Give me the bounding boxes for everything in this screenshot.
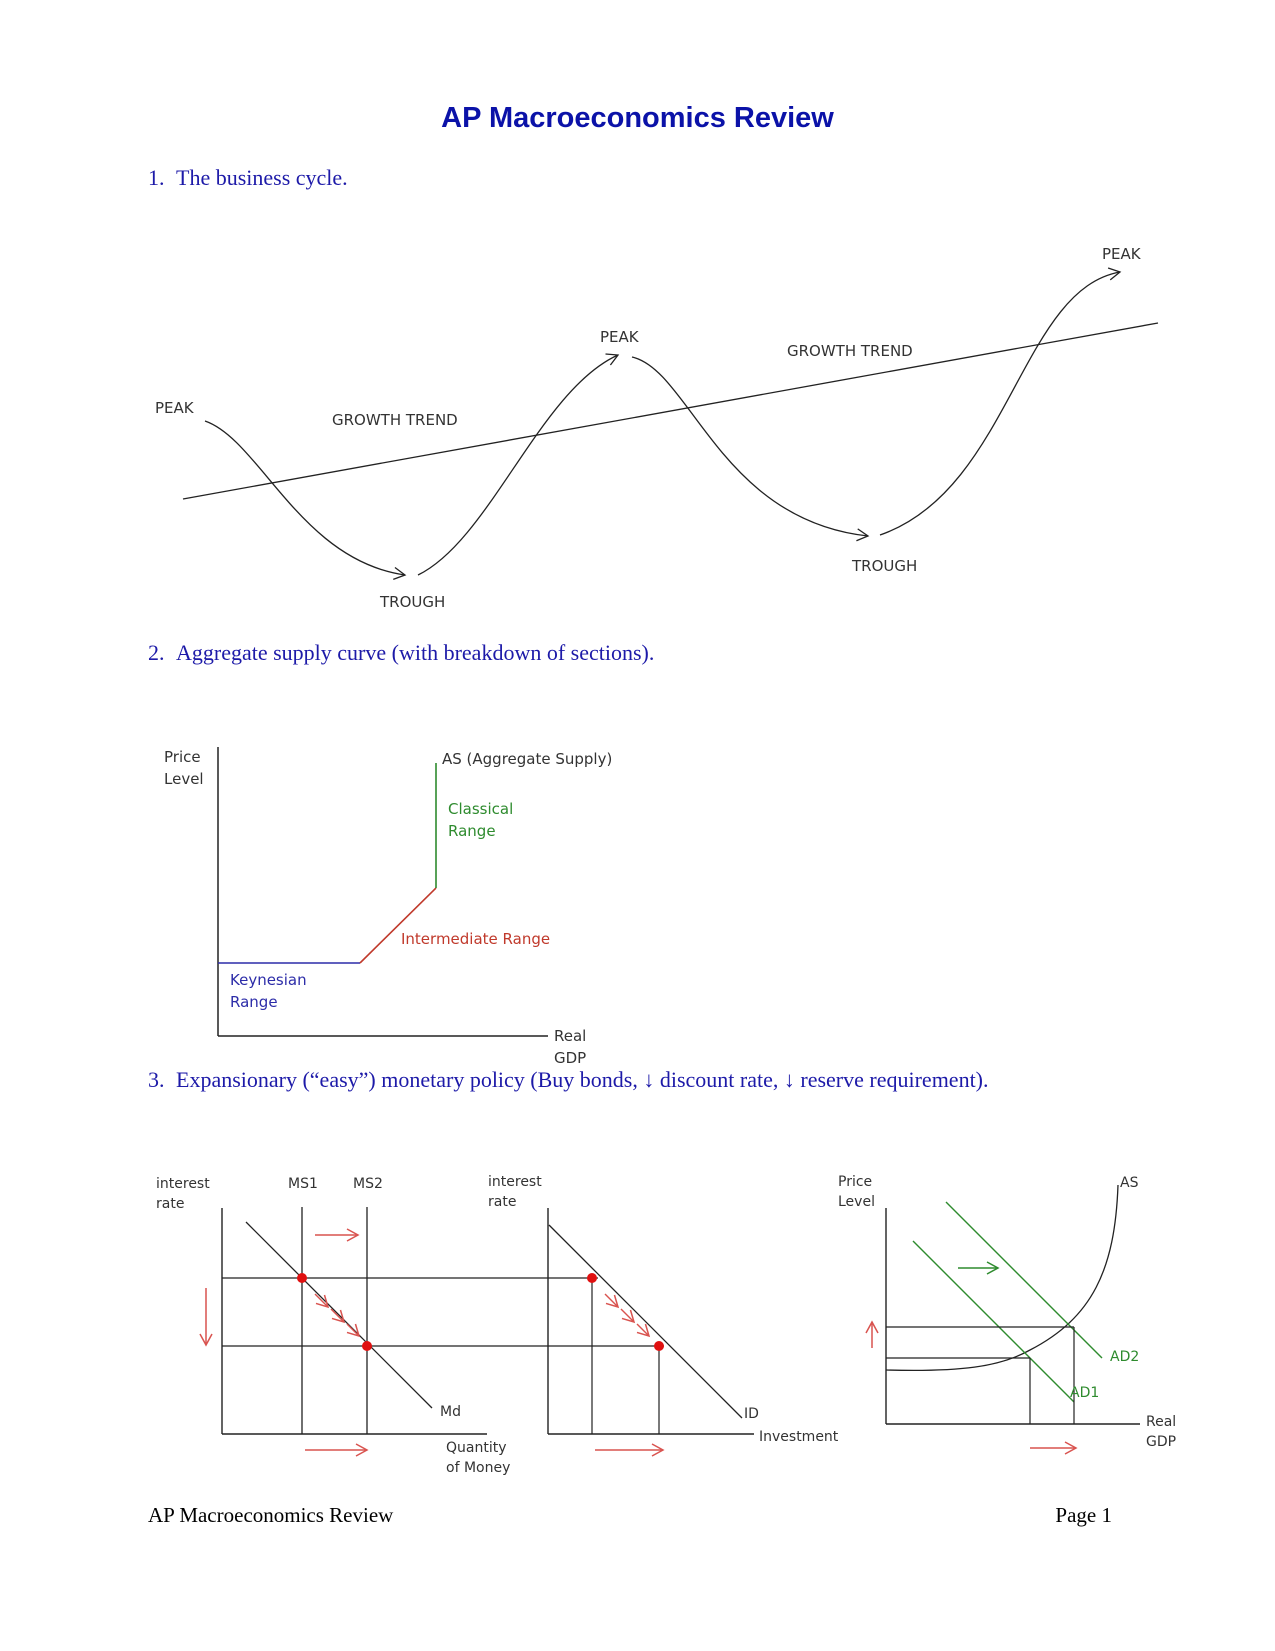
real-gdp-label-line1: Real <box>1146 1414 1177 1430</box>
keynesian-range-label-line1: Keynesian <box>230 971 307 989</box>
money-demand-line <box>246 1222 432 1408</box>
cycle-expansion-curve-2 <box>880 272 1120 535</box>
movement-arrow-3 <box>637 1324 649 1336</box>
interest-rate-label-line2: rate <box>488 1194 517 1210</box>
ad-as-diagram <box>838 1174 1176 1450</box>
as-label: AS <box>1120 1175 1139 1191</box>
real-gdp-label-line2: GDP <box>1146 1434 1177 1450</box>
money-market-diagram <box>156 1176 664 1476</box>
price-level-label-line1: Price <box>164 748 201 766</box>
investment-demand-diagram <box>488 1174 839 1450</box>
section-text: Expansionary (“easy”) monetary policy (Buy bonds, ↓ discount rate, ↓ reserve requirement). <box>176 1067 989 1092</box>
growth-trend-label-2: GROWTH TREND <box>787 342 913 360</box>
ad2-label: AD2 <box>1110 1349 1140 1365</box>
as-curve <box>886 1185 1118 1370</box>
price-level-label-line2: Level <box>838 1194 875 1210</box>
investment-demand-line <box>549 1225 742 1418</box>
business-cycle-diagram <box>155 245 1158 611</box>
interest-rate-label-line2: rate <box>156 1196 185 1212</box>
ms2-label: MS2 <box>353 1176 383 1192</box>
intermediate-segment <box>360 888 436 963</box>
aggregate-supply-diagram <box>164 747 612 1067</box>
movement-arrow-2 <box>331 1309 344 1322</box>
price-level-label-line2: Level <box>164 770 204 788</box>
keynesian-range-label-line2: Range <box>230 993 278 1011</box>
as-curve-label: AS (Aggregate Supply) <box>442 750 613 768</box>
movement-arrow-1 <box>315 1294 328 1307</box>
page-number: Page 1 <box>1055 1503 1112 1527</box>
ad1-line <box>913 1241 1074 1402</box>
trough-label-2: TROUGH <box>852 557 918 575</box>
interest-rate-label-line1: interest <box>488 1174 542 1190</box>
equilibrium-point-1 <box>297 1273 307 1283</box>
section-text: The business cycle. <box>176 165 348 190</box>
md-label: Md <box>440 1404 461 1420</box>
quantity-of-money-label-line2: of Money <box>446 1460 511 1476</box>
peak-label-3: PEAK <box>1102 245 1141 263</box>
quantity-of-money-label-line1: Quantity <box>446 1440 507 1456</box>
equilibrium-point-2 <box>654 1341 664 1351</box>
peak-label-1: PEAK <box>155 399 194 417</box>
intermediate-range-label: Intermediate Range <box>401 930 551 948</box>
section-text: Aggregate supply curve (with breakdown of sections). <box>176 640 655 665</box>
growth-trend-label-1: GROWTH TREND <box>332 411 458 429</box>
price-level-label-line1: Price <box>838 1174 873 1190</box>
equilibrium-point-1 <box>587 1273 597 1283</box>
real-gdp-label-line2: GDP <box>554 1049 587 1067</box>
ad1-label: AD1 <box>1070 1385 1100 1401</box>
equilibrium-point-2 <box>362 1341 372 1351</box>
footer-left: AP Macroeconomics Review <box>148 1503 394 1527</box>
ms1-label: MS1 <box>288 1176 318 1192</box>
classical-range-label-line1: Classical <box>448 800 514 818</box>
cycle-contraction-curve-2 <box>632 357 868 536</box>
cycle-expansion-curve-1 <box>418 355 618 575</box>
section-number: 1. <box>148 165 165 190</box>
real-gdp-label-line1: Real <box>554 1027 587 1045</box>
investment-label: Investment <box>759 1429 839 1445</box>
page-title: AP Macroeconomics Review <box>441 102 834 134</box>
classical-range-label-line2: Range <box>448 822 496 840</box>
section-number: 2. <box>148 640 165 665</box>
movement-arrow-2 <box>621 1309 634 1322</box>
id-label: ID <box>744 1406 759 1422</box>
section-number: 3. <box>148 1067 165 1092</box>
interest-rate-label-line1: interest <box>156 1176 210 1192</box>
growth-trend-line <box>183 323 1158 499</box>
trough-label-1: TROUGH <box>380 593 446 611</box>
movement-arrow-1 <box>605 1294 618 1307</box>
cycle-contraction-curve-1 <box>205 421 405 575</box>
ad2-line <box>946 1202 1102 1358</box>
movement-arrow-3 <box>347 1324 359 1336</box>
peak-label-2: PEAK <box>600 328 639 346</box>
